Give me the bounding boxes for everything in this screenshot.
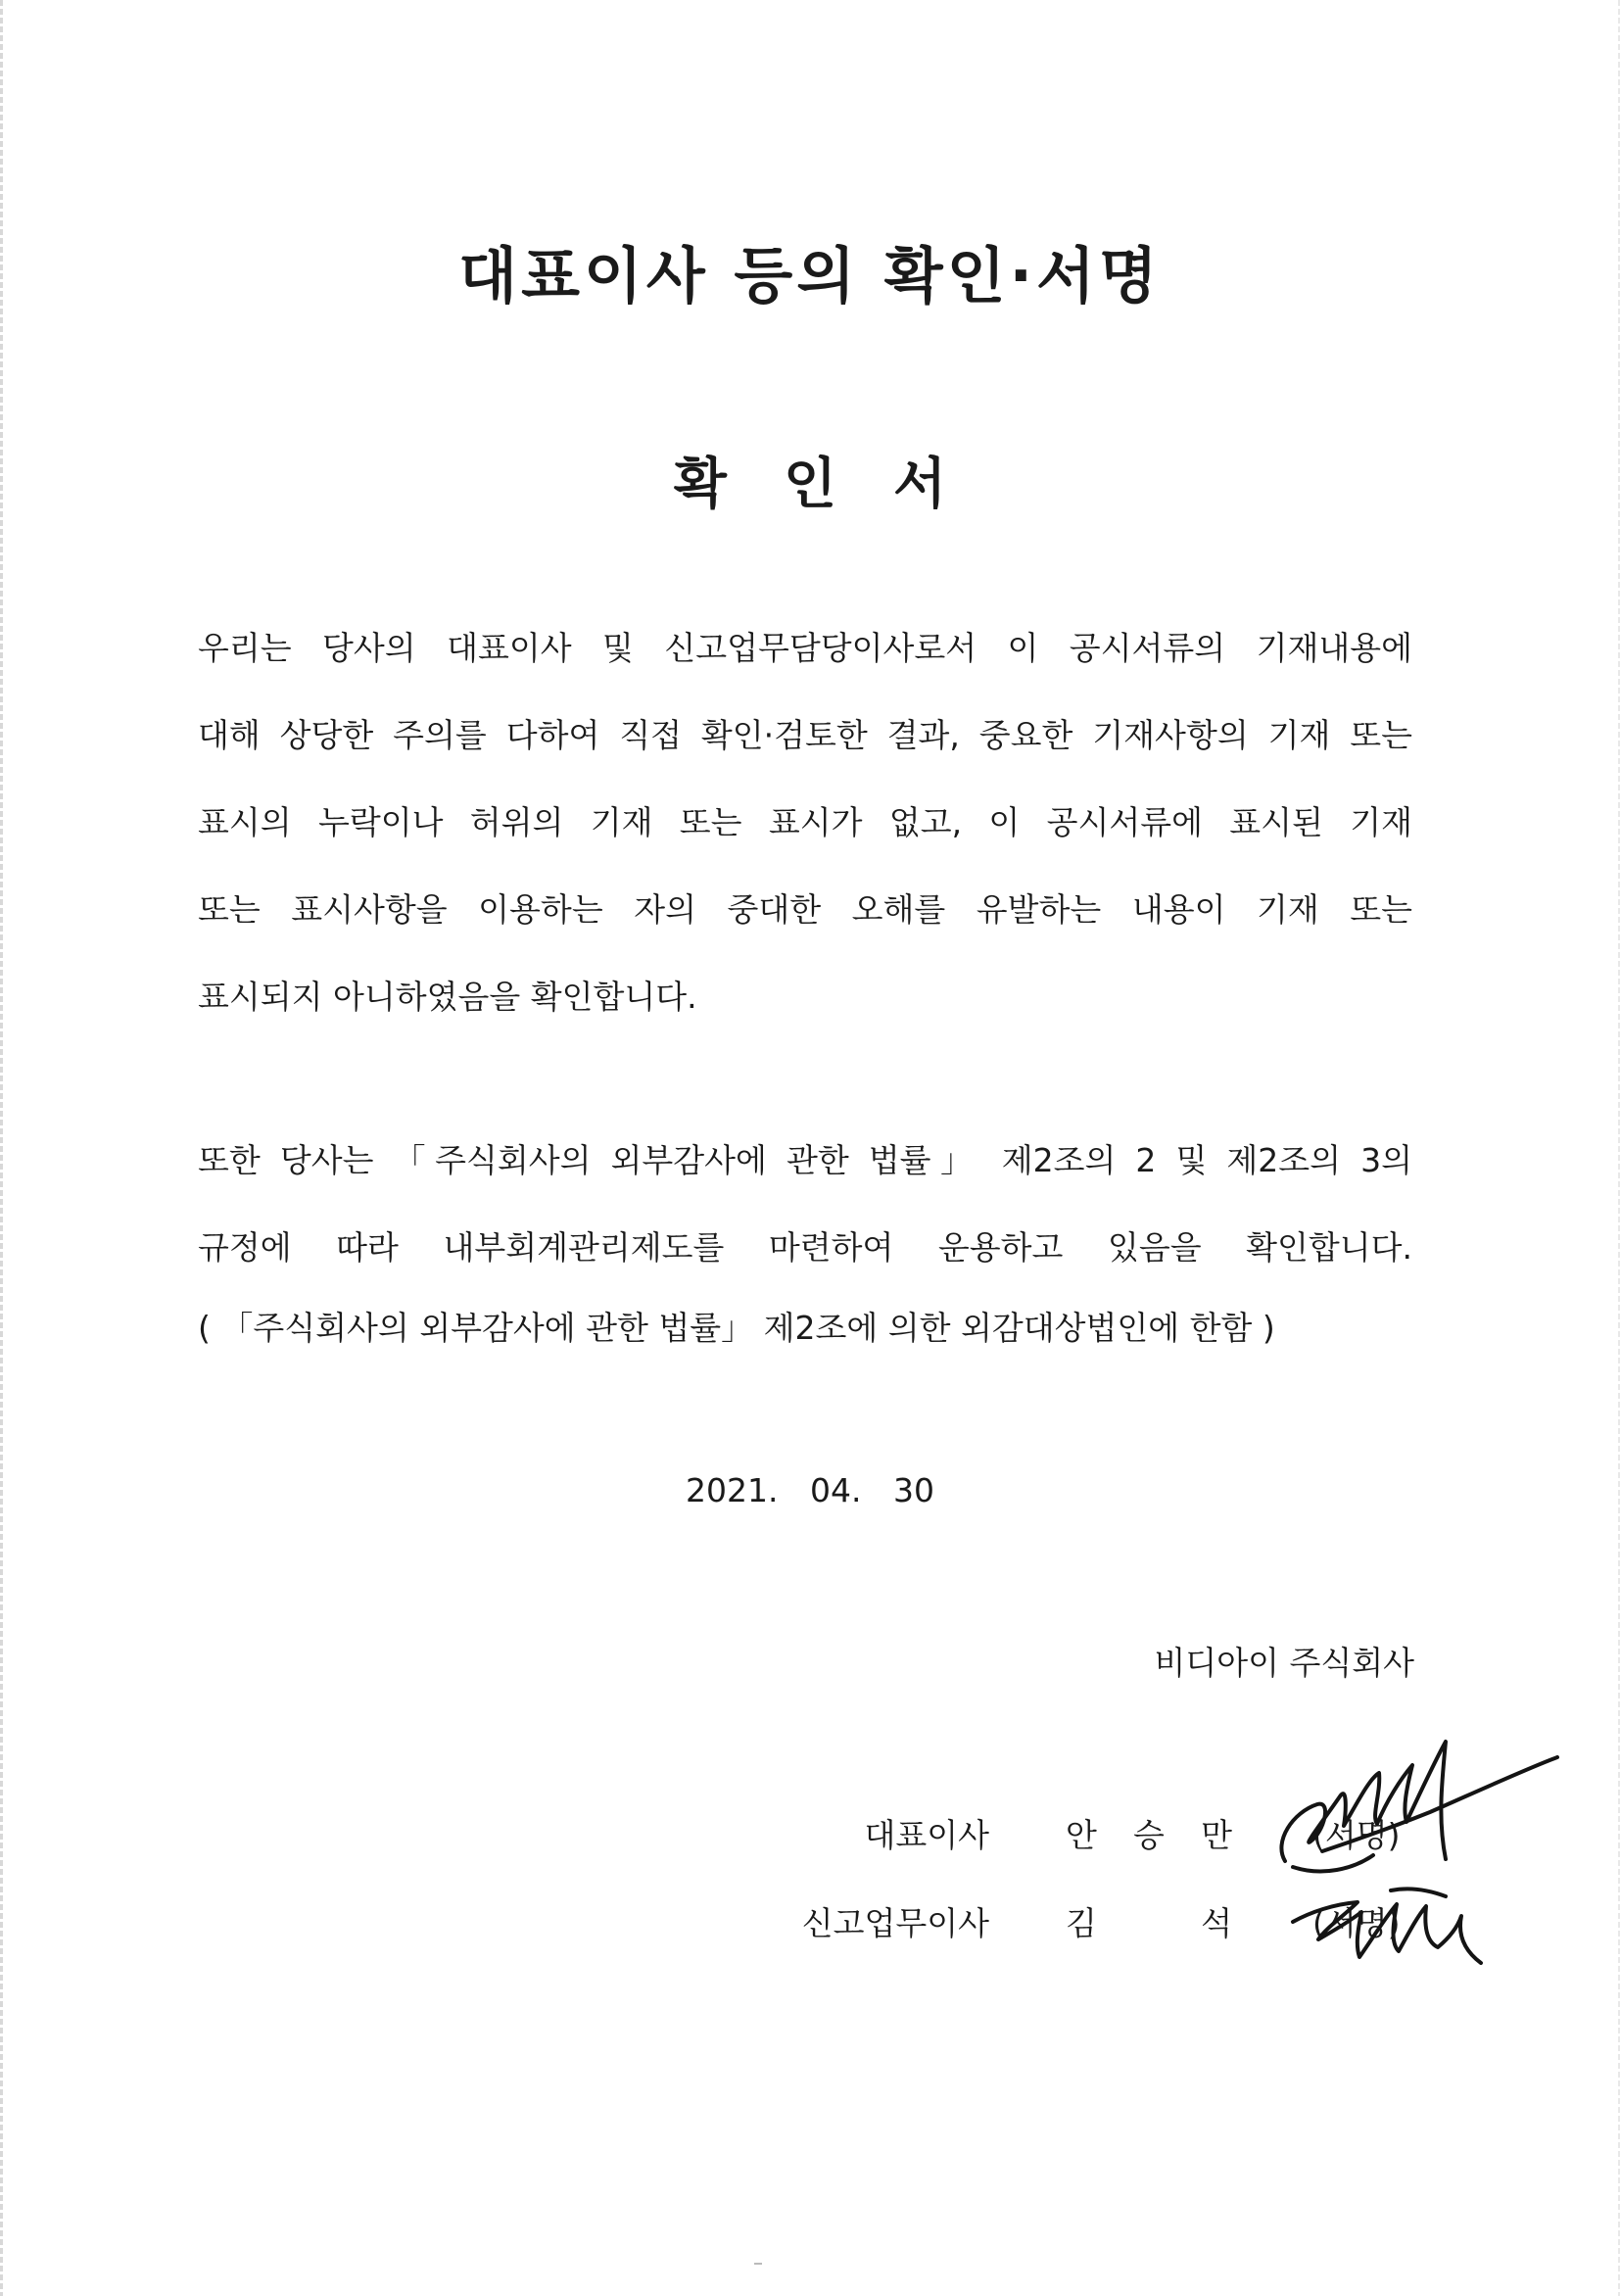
- signer-title: 신고업무이사: [801, 1904, 989, 1942]
- document-title: 대표이사 등의 확인·서명: [458, 240, 1162, 311]
- company-name: 비디아이 주식회사: [1154, 1644, 1414, 1682]
- paragraph-line: 우리는 당사의 대표이사 및 신고업무담당이사로서 이 공시서류의 기재내용에: [198, 629, 1412, 667]
- paragraph-line: 표시되지 아니하였음을 확인합니다.: [198, 978, 697, 1016]
- paragraph-line: 규정에 따라 내부회계관리제도를 마련하여 운용하고 있음을 확인합니다.: [198, 1228, 1412, 1267]
- scan-edge-left: [0, 0, 3, 2296]
- signer-name: 안 승 만: [1066, 1816, 1232, 1854]
- paragraph-line: 표시의 누락이나 허위의 기재 또는 표시가 없고, 이 공시서류에 표시된 기재: [198, 803, 1412, 841]
- signature-mark: (서명): [1312, 1904, 1401, 1942]
- paragraph-line: 대해 상당한 주의를 다하여 직접 확인·검토한 결과, 중요한 기재사항의 기재 또는: [198, 716, 1412, 754]
- document-subtitle: 확인서: [673, 453, 1004, 516]
- paragraph-line: ( 「주식회사의 외부감사에 관한 법률」 제2조에 의한 외감대상법인에 한함 ): [198, 1309, 1275, 1347]
- signature-mark: (서명): [1312, 1816, 1401, 1854]
- scan-artifact: [754, 2263, 762, 2265]
- signer-name: 김 석: [1066, 1904, 1232, 1942]
- document-date: 2021. 04. 30: [686, 1471, 934, 1509]
- handwritten-signature-icon: [1263, 1695, 1567, 1988]
- paragraph-line: 또는 표시사항을 이용하는 자의 중대한 오해를 유발하는 내용이 기재 또는: [198, 890, 1412, 929]
- paragraph-line: 또한 당사는 「주식회사의 외부감사에 관한 법률」 제2조의 2 및 제2조의 3의: [198, 1141, 1412, 1179]
- signer-title: 대표이사: [864, 1816, 989, 1854]
